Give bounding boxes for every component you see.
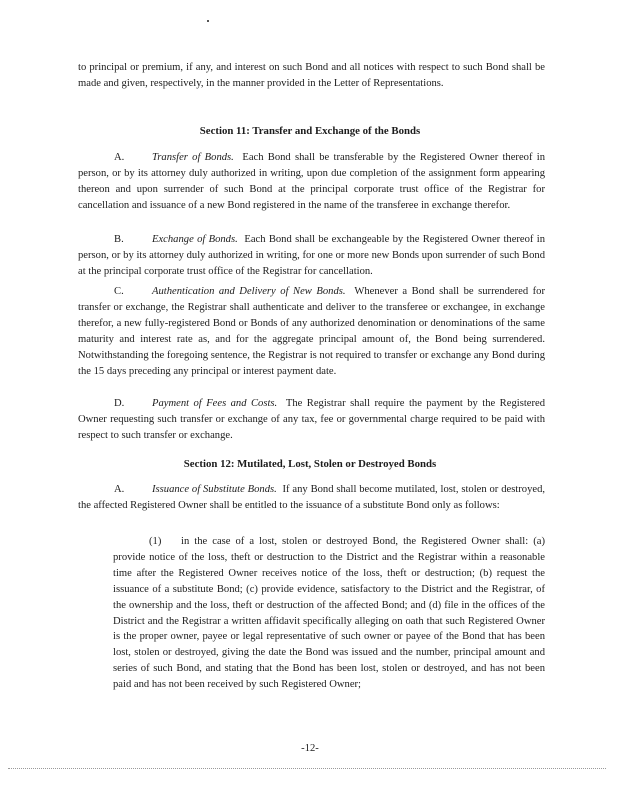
paragraph-label: A. bbox=[114, 484, 125, 495]
paragraph-text: Each Bond shall be transferable by the Registered Owner thereof in person, or by its attorney duly authorized in writing, upon due completion of the assignment form appearing thereon and upon surrender of such Bond at the principal corporate trust office of the Registrar for cancellation and issuance of a new Bond registered in the name of the transferee in exchange therefor. bbox=[78, 152, 545, 211]
section-11-paragraph-a bbox=[78, 150, 545, 214]
section-11-paragraph-d bbox=[78, 396, 545, 444]
paragraph-label: B. bbox=[114, 234, 124, 245]
scan-speck bbox=[207, 20, 209, 22]
paragraph-title: Transfer of Bonds. bbox=[152, 152, 234, 163]
paragraph-label: C. bbox=[114, 286, 124, 297]
footer-rule bbox=[8, 768, 606, 769]
paragraph-text: The Registrar shall require the payment by the Registered Owner requesting such transfer or exchange of any tax, fee or governmental charge required to be paid with respect to such transfer or exchange. bbox=[78, 398, 545, 441]
section-11-heading: Section 11: Transfer and Exchange of the Bonds bbox=[199, 125, 421, 137]
paragraph-text: Each Bond shall be exchangeable by the Registered Owner thereof in person, or by its attorney duly authorized in writing, for one or more new Bonds upon surrender of such Bond at the principal corporate trust office of the Registrar for cancellation. bbox=[78, 234, 546, 277]
item-text: in the case of a lost, stolen or destroyed Bond, the Registered Owner shall: (a) provide notice of the loss, theft or destruction to the District and the Registrar within a reasonable time after the Registered Owner receives notice of the loss, theft or destruction; (b) request the issuance of a substitute Bond; (c) provide evidence, satisfactory to the District and the Registrar, of the ownership and the loss, theft or destruction of the affected Bond; and (d) file in the offices of the District and the Registrar a written affidavit specifically alleging on oath that such Registered Owner is the proper owner, payee or legal representative of such owner or payee of the Bond that has been lost, stolen or destroyed, giving the date the Bond was issued and the number, principal amount and series of such Bond, and stating that the Bond has been lost, stolen or destroyed, and has not been paid and has not been received by such Registered Owner; bbox=[113, 536, 545, 691]
intro-paragraph: to principal or premium, if any, and interest on such Bond and all notices with respect to such Bond shall be made and given, respectively, in the manner provided in the Letter of Representations. bbox=[78, 62, 545, 89]
paragraph-title: Exchange of Bonds. bbox=[152, 234, 238, 245]
paragraph-title: Authentication and Delivery of New Bonds. bbox=[152, 286, 346, 297]
paragraph-text: Whenever a Bond shall be surrendered for transfer or exchange, the Registrar shall authenticate and deliver to the transferee or exchangee, in exchange therefor, a new fully-registered Bond or Bonds of any authorized denomination or denominations of the same maturity and interest rate as, and for the aggregate principal amount of, the Bond being surrendered. Notwithstanding the foregoing sentence, the Registrar is not required to transfer or exchange any Bond during the 15 days preceding any principal or interest payment date. bbox=[78, 286, 545, 377]
section-11-paragraph-c bbox=[78, 284, 545, 379]
section-12-item-1 bbox=[113, 534, 545, 693]
paragraph-label: A. bbox=[114, 152, 125, 163]
paragraph-title: Issuance of Substitute Bonds. bbox=[152, 484, 277, 495]
item-number: (1) bbox=[149, 536, 162, 547]
paragraph-text: If any Bond shall become mutilated, lost, stolen or destroyed, the affected Registered Owner shall be entitled to the issuance of a substitute Bond only as follows: bbox=[78, 484, 546, 511]
section-11-paragraph-b bbox=[78, 232, 545, 280]
paragraph-label: D. bbox=[114, 398, 125, 409]
section-12-paragraph-a bbox=[78, 482, 545, 514]
page-number: -12- bbox=[301, 743, 319, 754]
section-12-heading: Section 12: Mutilated, Lost, Stolen or Destroyed Bonds bbox=[183, 458, 437, 470]
paragraph-title: Payment of Fees and Costs. bbox=[152, 398, 278, 409]
